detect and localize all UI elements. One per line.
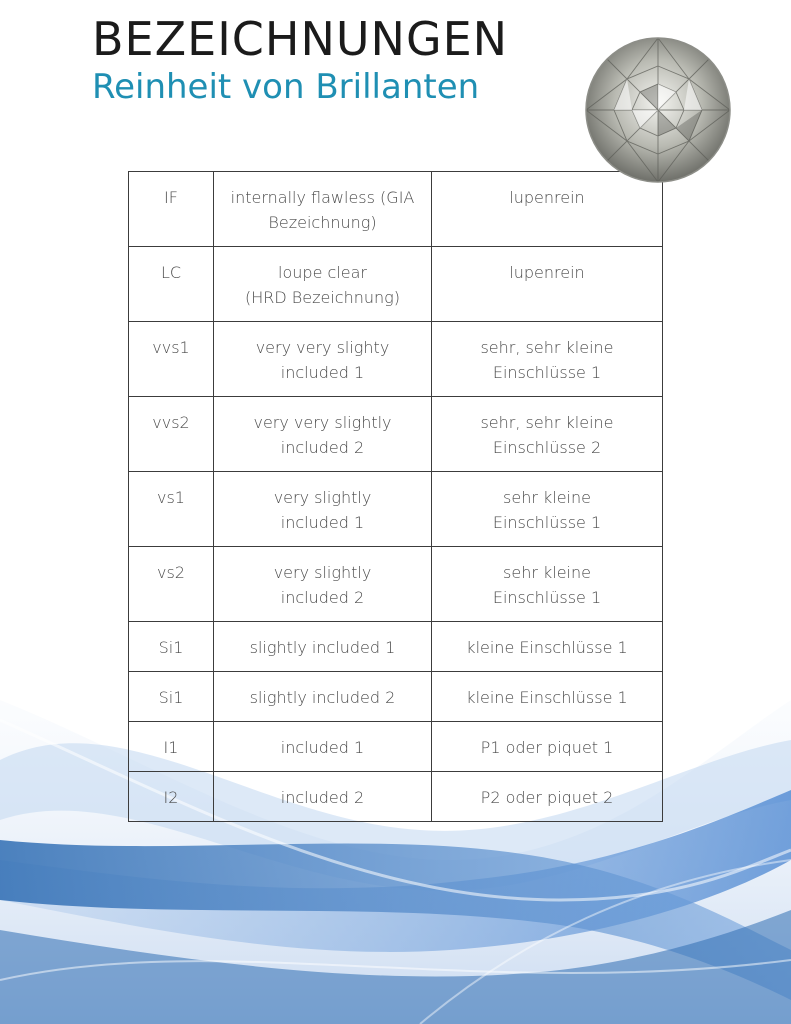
english-description-cell — [214, 547, 432, 622]
english-description-line: (HRD Bezeichnung) — [244, 288, 400, 307]
english-description-line: included 2 — [280, 438, 365, 457]
german-description-line: kleine Einschlüsse 1 — [466, 688, 628, 707]
grade-code-cell — [129, 547, 214, 622]
english-description-line: very very slightly — [253, 413, 392, 432]
grade-code-cell — [129, 772, 214, 822]
german-description-cell — [432, 722, 663, 772]
german-description-line: sehr kleine — [503, 563, 591, 582]
page-subtitle: Reinheit von Brillanten — [92, 67, 480, 107]
english-description-cell — [214, 322, 432, 397]
grade-code: vs2 — [157, 563, 185, 582]
english-description-line: included 1 — [280, 738, 365, 757]
german-description-line: lupenrein — [509, 263, 585, 282]
clarity-table-body — [129, 172, 663, 822]
english-description-line: slightly included 1 — [249, 638, 396, 657]
grade-code-cell — [129, 472, 214, 547]
table-row — [129, 397, 663, 472]
grade-code-cell — [129, 622, 214, 672]
english-description-cell — [214, 172, 432, 247]
german-description-cell — [432, 397, 663, 472]
grade-code: vvs2 — [152, 413, 190, 432]
table-row — [129, 172, 663, 247]
german-description-line: Einschlüsse 1 — [492, 588, 602, 607]
german-description-line: lupenrein — [509, 188, 585, 207]
german-description-cell — [432, 322, 663, 397]
english-description-cell — [214, 672, 432, 722]
grade-code: Si1 — [158, 688, 184, 707]
english-description-line: included 1 — [280, 363, 365, 382]
grade-code-cell — [129, 722, 214, 772]
grade-code-cell — [129, 397, 214, 472]
grade-code: Si1 — [158, 638, 184, 657]
table-row — [129, 772, 663, 822]
table-row — [129, 472, 663, 547]
grade-code-cell — [129, 672, 214, 722]
grade-code-cell — [129, 322, 214, 397]
german-description-line: sehr, sehr kleine — [480, 338, 614, 357]
german-description-cell — [432, 672, 663, 722]
english-description-cell — [214, 772, 432, 822]
english-description-line: very slightly — [273, 563, 372, 582]
english-description-line: included 2 — [280, 788, 365, 807]
german-description-cell — [432, 622, 663, 672]
german-description-cell — [432, 547, 663, 622]
english-description-cell — [214, 472, 432, 547]
english-description-line: slightly included 2 — [249, 688, 396, 707]
german-description-line: kleine Einschlüsse 1 — [466, 638, 628, 657]
english-description-line: included 1 — [280, 513, 365, 532]
grade-code: I1 — [163, 738, 179, 757]
diamond-icon — [584, 36, 732, 184]
german-description-line: sehr, sehr kleine — [480, 413, 614, 432]
english-description-cell — [214, 622, 432, 672]
grade-code-cell — [129, 247, 214, 322]
table-row — [129, 622, 663, 672]
grade-code: LC — [160, 263, 182, 282]
english-description-line: included 2 — [280, 588, 365, 607]
table-row — [129, 672, 663, 722]
grade-code-cell — [129, 172, 214, 247]
table-row — [129, 247, 663, 322]
table-row — [129, 322, 663, 397]
grade-code: I2 — [163, 788, 179, 807]
table-row — [129, 722, 663, 772]
clarity-table — [128, 171, 663, 822]
german-description-line: P2 oder piquet 2 — [480, 788, 614, 807]
page-title: BEZEICHNUNGEN — [92, 12, 509, 66]
grade-code: vvs1 — [152, 338, 190, 357]
english-description-line: internally flawless (GIA — [230, 188, 415, 207]
english-description-cell — [214, 397, 432, 472]
german-description-line: sehr kleine — [503, 488, 591, 507]
english-description-line: Bezeichnung) — [268, 213, 377, 232]
german-description-line: Einschlüsse 1 — [492, 363, 602, 382]
english-description-line: very slightly — [273, 488, 372, 507]
german-description-cell — [432, 472, 663, 547]
table-row — [129, 547, 663, 622]
english-description-cell — [214, 247, 432, 322]
german-description-line: Einschlüsse 2 — [492, 438, 602, 457]
german-description-line: P1 oder piquet 1 — [480, 738, 614, 757]
german-description-cell — [432, 247, 663, 322]
german-description-cell — [432, 772, 663, 822]
english-description-line: loupe clear — [278, 263, 367, 282]
english-description-line: very very slighty — [255, 338, 390, 357]
grade-code: vs1 — [157, 488, 185, 507]
english-description-cell — [214, 722, 432, 772]
german-description-line: Einschlüsse 1 — [492, 513, 602, 532]
grade-code: IF — [164, 188, 178, 207]
